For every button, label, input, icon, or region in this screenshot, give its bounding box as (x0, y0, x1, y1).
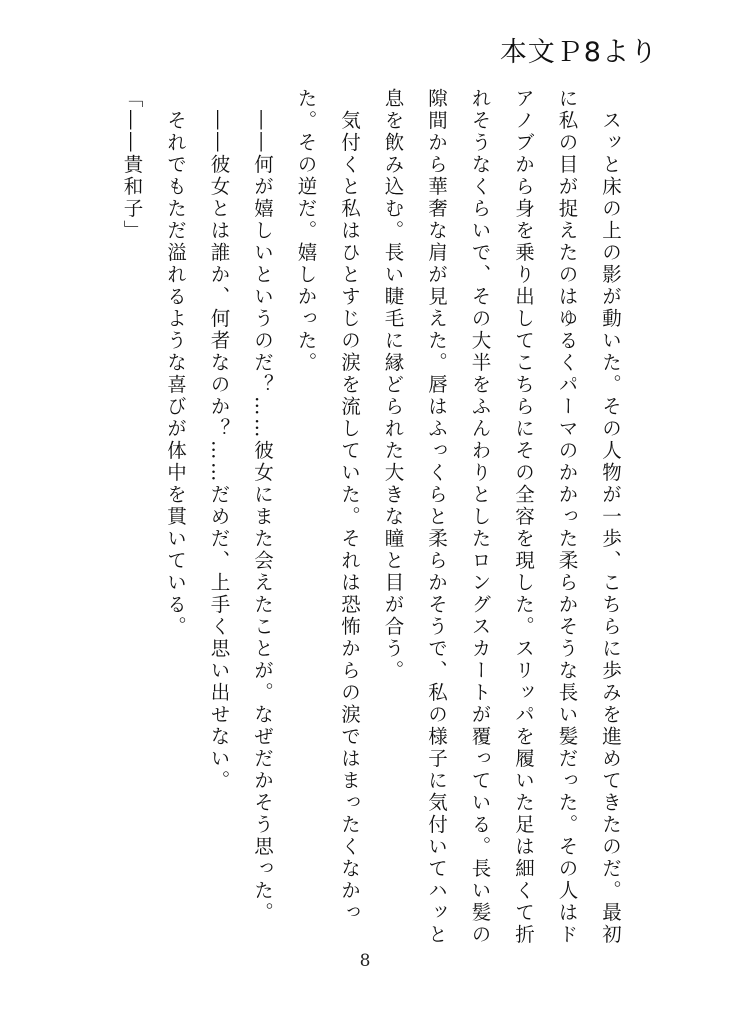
paragraph-3: ――何が嬉しいというのだ？……彼女にまた会えたことが。なぜだかそう思った。 (251, 88, 274, 924)
paragraph-2: 気付くと私はひとすじの涙を流していた。それは恐怖からの涙ではまったくなかった。その逆だ。嬉しかった。 (294, 88, 361, 924)
paragraph-4: ――彼女とは誰か、何者なのか？……だめだ、上手く思い出せない。 (207, 88, 231, 792)
vertical-body-text (112, 88, 632, 948)
paragraph-6-dialogue: 「――貴和子」 (120, 88, 144, 242)
page-number: 8 (359, 951, 371, 971)
paragraph-5: それでもただ溢れるような喜びが体中を貫いている。 (164, 88, 187, 638)
paragraph-1: スッと床の上の影が動いた。その人物が一歩、こちらに歩みを進めてきたのだ。最初に私の目が捉えたのはゆるくパーマのかかった柔らかそうな長い髪だった。その人はドアノブから身を乗り出してこちらにその全容を現した。スリッパを履いた足は細くて折れそうなくらいで、その大半をふんわりとしたロングスカートが覆っている。長い髪の隙間から華奢な肩が見えた。唇はふっくらと柔らかそうで、私の様子に気付いてハッと息を飲み込む。長い睫毛に縁どられた大きな瞳と目が合う。 (381, 88, 622, 946)
page-header-title: 本文Ｐ8より (499, 37, 658, 68)
